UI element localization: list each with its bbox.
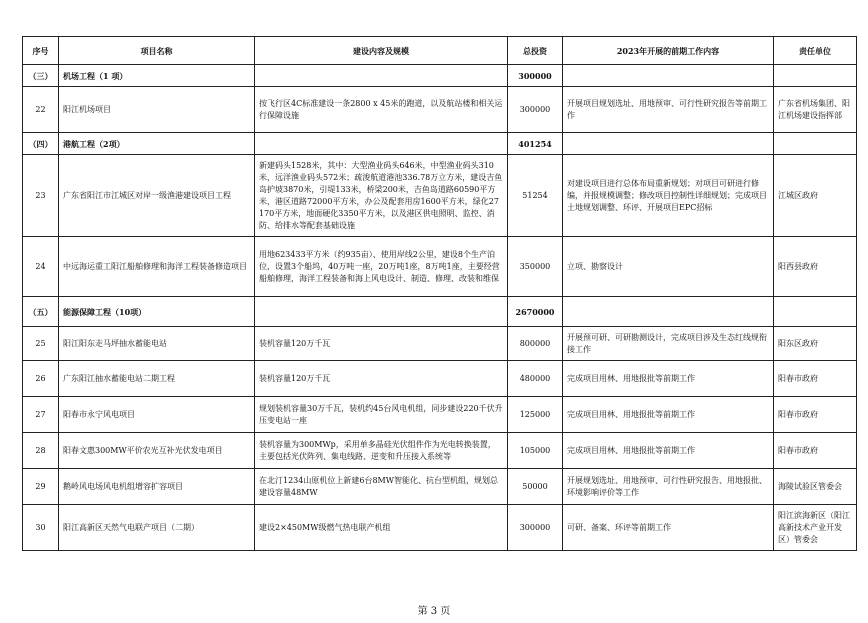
row-work-2023: 开展项目规划选址、用地预审、可行性研究报告等前期工作	[563, 87, 774, 133]
row-seq: 23	[23, 155, 59, 237]
row-responsible-unit: 广东省机场集团、阳江机场建设指挥部	[774, 87, 857, 133]
row-investment: 300000	[508, 87, 563, 133]
row-seq: 27	[23, 397, 59, 433]
row-project-name: 阳江阳东走马坪抽水蓄能电站	[59, 327, 255, 361]
header-content: 建设内容及规模	[255, 37, 508, 65]
page-number: 第 3 页	[417, 606, 451, 617]
header-responsible-unit: 责任单位	[774, 37, 857, 65]
row-work-2023: 完成项目用林、用地报批等前期工作	[563, 433, 774, 469]
row-seq: 28	[23, 433, 59, 469]
row-investment: 800000	[508, 327, 563, 361]
row-content: 装机容量120万千瓦	[255, 327, 508, 361]
table-row	[23, 327, 857, 361]
header-project-name: 项目名称	[59, 37, 255, 65]
section-investment: 300000	[508, 65, 563, 87]
header-work-2023: 2023年开展的前期工作内容	[563, 37, 774, 65]
table-row	[23, 155, 857, 237]
row-investment: 51254	[508, 155, 563, 237]
row-content: 装机容量120万千瓦	[255, 361, 508, 397]
row-responsible-unit: 阳春市政府	[774, 433, 857, 469]
table-row	[23, 397, 857, 433]
row-responsible-unit: 海陵试验区管委会	[774, 469, 857, 505]
section-seq: （三）	[23, 65, 59, 87]
section-title: 港航工程（2项）	[59, 133, 255, 155]
row-work-2023: 对建设项目进行总体布局重新规划；对项目可研进行修编，并报规模调整；修改项目控制性详细规划；完成项目土地规划调整、环评、开展项目EPC招标	[563, 155, 774, 237]
table-row	[23, 433, 857, 469]
row-responsible-unit: 阳春市政府	[774, 361, 857, 397]
section-title: 能源保障工程（10项）	[59, 297, 255, 327]
header-row	[23, 37, 857, 65]
row-content: 装机容量为300MWp，采用单多晶硅光伏组件作为光电转换装置，主要包括光伏阵列、集电线路、逆变和升压接入系统等	[255, 433, 508, 469]
header-investment: 总投资	[508, 37, 563, 65]
row-seq: 26	[23, 361, 59, 397]
row-project-name: 阳江机场项目	[59, 87, 255, 133]
row-content: 在北汀1234山原机位上新建6台8MW智能化、抗台型机组，规划总建设容量48MW	[255, 469, 508, 505]
row-work-2023: 完成项目用林、用地报批等前期工作	[563, 361, 774, 397]
row-content: 新建码头1528米，其中：大型渔业码头646米，中型渔业码头310米，远洋渔业码头572米；疏浚航道港池336.78万立方米，建设吉鱼岛护坡3870米，引堤133米，桥梁200米，吉鱼岛道路60590平方米，港区道路72000平方米，办公及配套用房1600平方米，绿化27170平方米，地面硬化3350平方米，以及港区供电照明、监控、消防、给排水等配套基础设施	[255, 155, 508, 237]
section-investment: 2670000	[508, 297, 563, 327]
row-project-name: 广东省阳江市江城区对岸一级渔港建设项目工程	[59, 155, 255, 237]
table-row	[23, 87, 857, 133]
row-project-name: 阳春文惠300MW平价农光互补光伏发电项目	[59, 433, 255, 469]
row-work-2023: 立项、勘察设计	[563, 237, 774, 297]
section-seq: （四）	[23, 133, 59, 155]
row-content: 用地623433平方米（约935亩）、使用岸线2公里，建设8个生产泊位，设置3个船坞，40万吨一座，20万吨1座，8万吨1座，主要经营船舶修理，海洋工程装备和海上风电设计、制造、修理、改装和维保	[255, 237, 508, 297]
row-work-2023: 开展预可研、可研勘测设计，完成项目涉及生态红线规衔接工作	[563, 327, 774, 361]
table-row	[23, 237, 857, 297]
section-row	[23, 297, 857, 327]
row-responsible-unit: 阳春市政府	[774, 397, 857, 433]
row-investment: 50000	[508, 469, 563, 505]
row-project-name: 中远海运重工阳江船舶修理和海洋工程装备修造项目	[59, 237, 255, 297]
table-row	[23, 505, 857, 551]
section-seq: （五）	[23, 297, 59, 327]
row-investment: 105000	[508, 433, 563, 469]
row-responsible-unit: 江城区政府	[774, 155, 857, 237]
header-seq: 序号	[23, 37, 59, 65]
row-content: 按飞行区4C标准建设一条2800 x 45米的跑道，以及航站楼和相关运行保障设施	[255, 87, 508, 133]
row-content: 建设2×450MW级燃气热电联产机组	[255, 505, 508, 551]
row-project-name: 阳春市永宁风电项目	[59, 397, 255, 433]
row-project-name: 鹅岭风电场风电机组增容扩容项目	[59, 469, 255, 505]
row-work-2023: 可研、备案、环评等前期工作	[563, 505, 774, 551]
row-project-name: 广东阳江抽水蓄能电站二期工程	[59, 361, 255, 397]
table-row	[23, 469, 857, 505]
row-seq: 25	[23, 327, 59, 361]
row-seq: 24	[23, 237, 59, 297]
row-content: 规划装机容量30万千瓦，装机约45台风电机组，同步建设220千伏升压变电站一座	[255, 397, 508, 433]
row-seq: 22	[23, 87, 59, 133]
project-table	[22, 36, 857, 551]
table-row	[23, 361, 857, 397]
row-seq: 29	[23, 469, 59, 505]
row-project-name: 阳江高新区天然气电联产项目（二期）	[59, 505, 255, 551]
section-row	[23, 133, 857, 155]
row-responsible-unit: 阳西县政府	[774, 237, 857, 297]
row-work-2023: 完成项目用林、用地报批等前期工作	[563, 397, 774, 433]
row-responsible-unit: 阳江滨海新区（阳江高新技术产业开发区）管委会	[774, 505, 857, 551]
row-investment: 300000	[508, 505, 563, 551]
row-investment: 125000	[508, 397, 563, 433]
row-investment: 480000	[508, 361, 563, 397]
row-investment: 350000	[508, 237, 563, 297]
section-row	[23, 65, 857, 87]
row-work-2023: 开展规划选址、用地预审、可行性研究报告、用地报批、环境影响评价等工作	[563, 469, 774, 505]
section-investment: 401254	[508, 133, 563, 155]
section-title: 机场工程（1 项）	[59, 65, 255, 87]
row-responsible-unit: 阳东区政府	[774, 327, 857, 361]
row-seq: 30	[23, 505, 59, 551]
